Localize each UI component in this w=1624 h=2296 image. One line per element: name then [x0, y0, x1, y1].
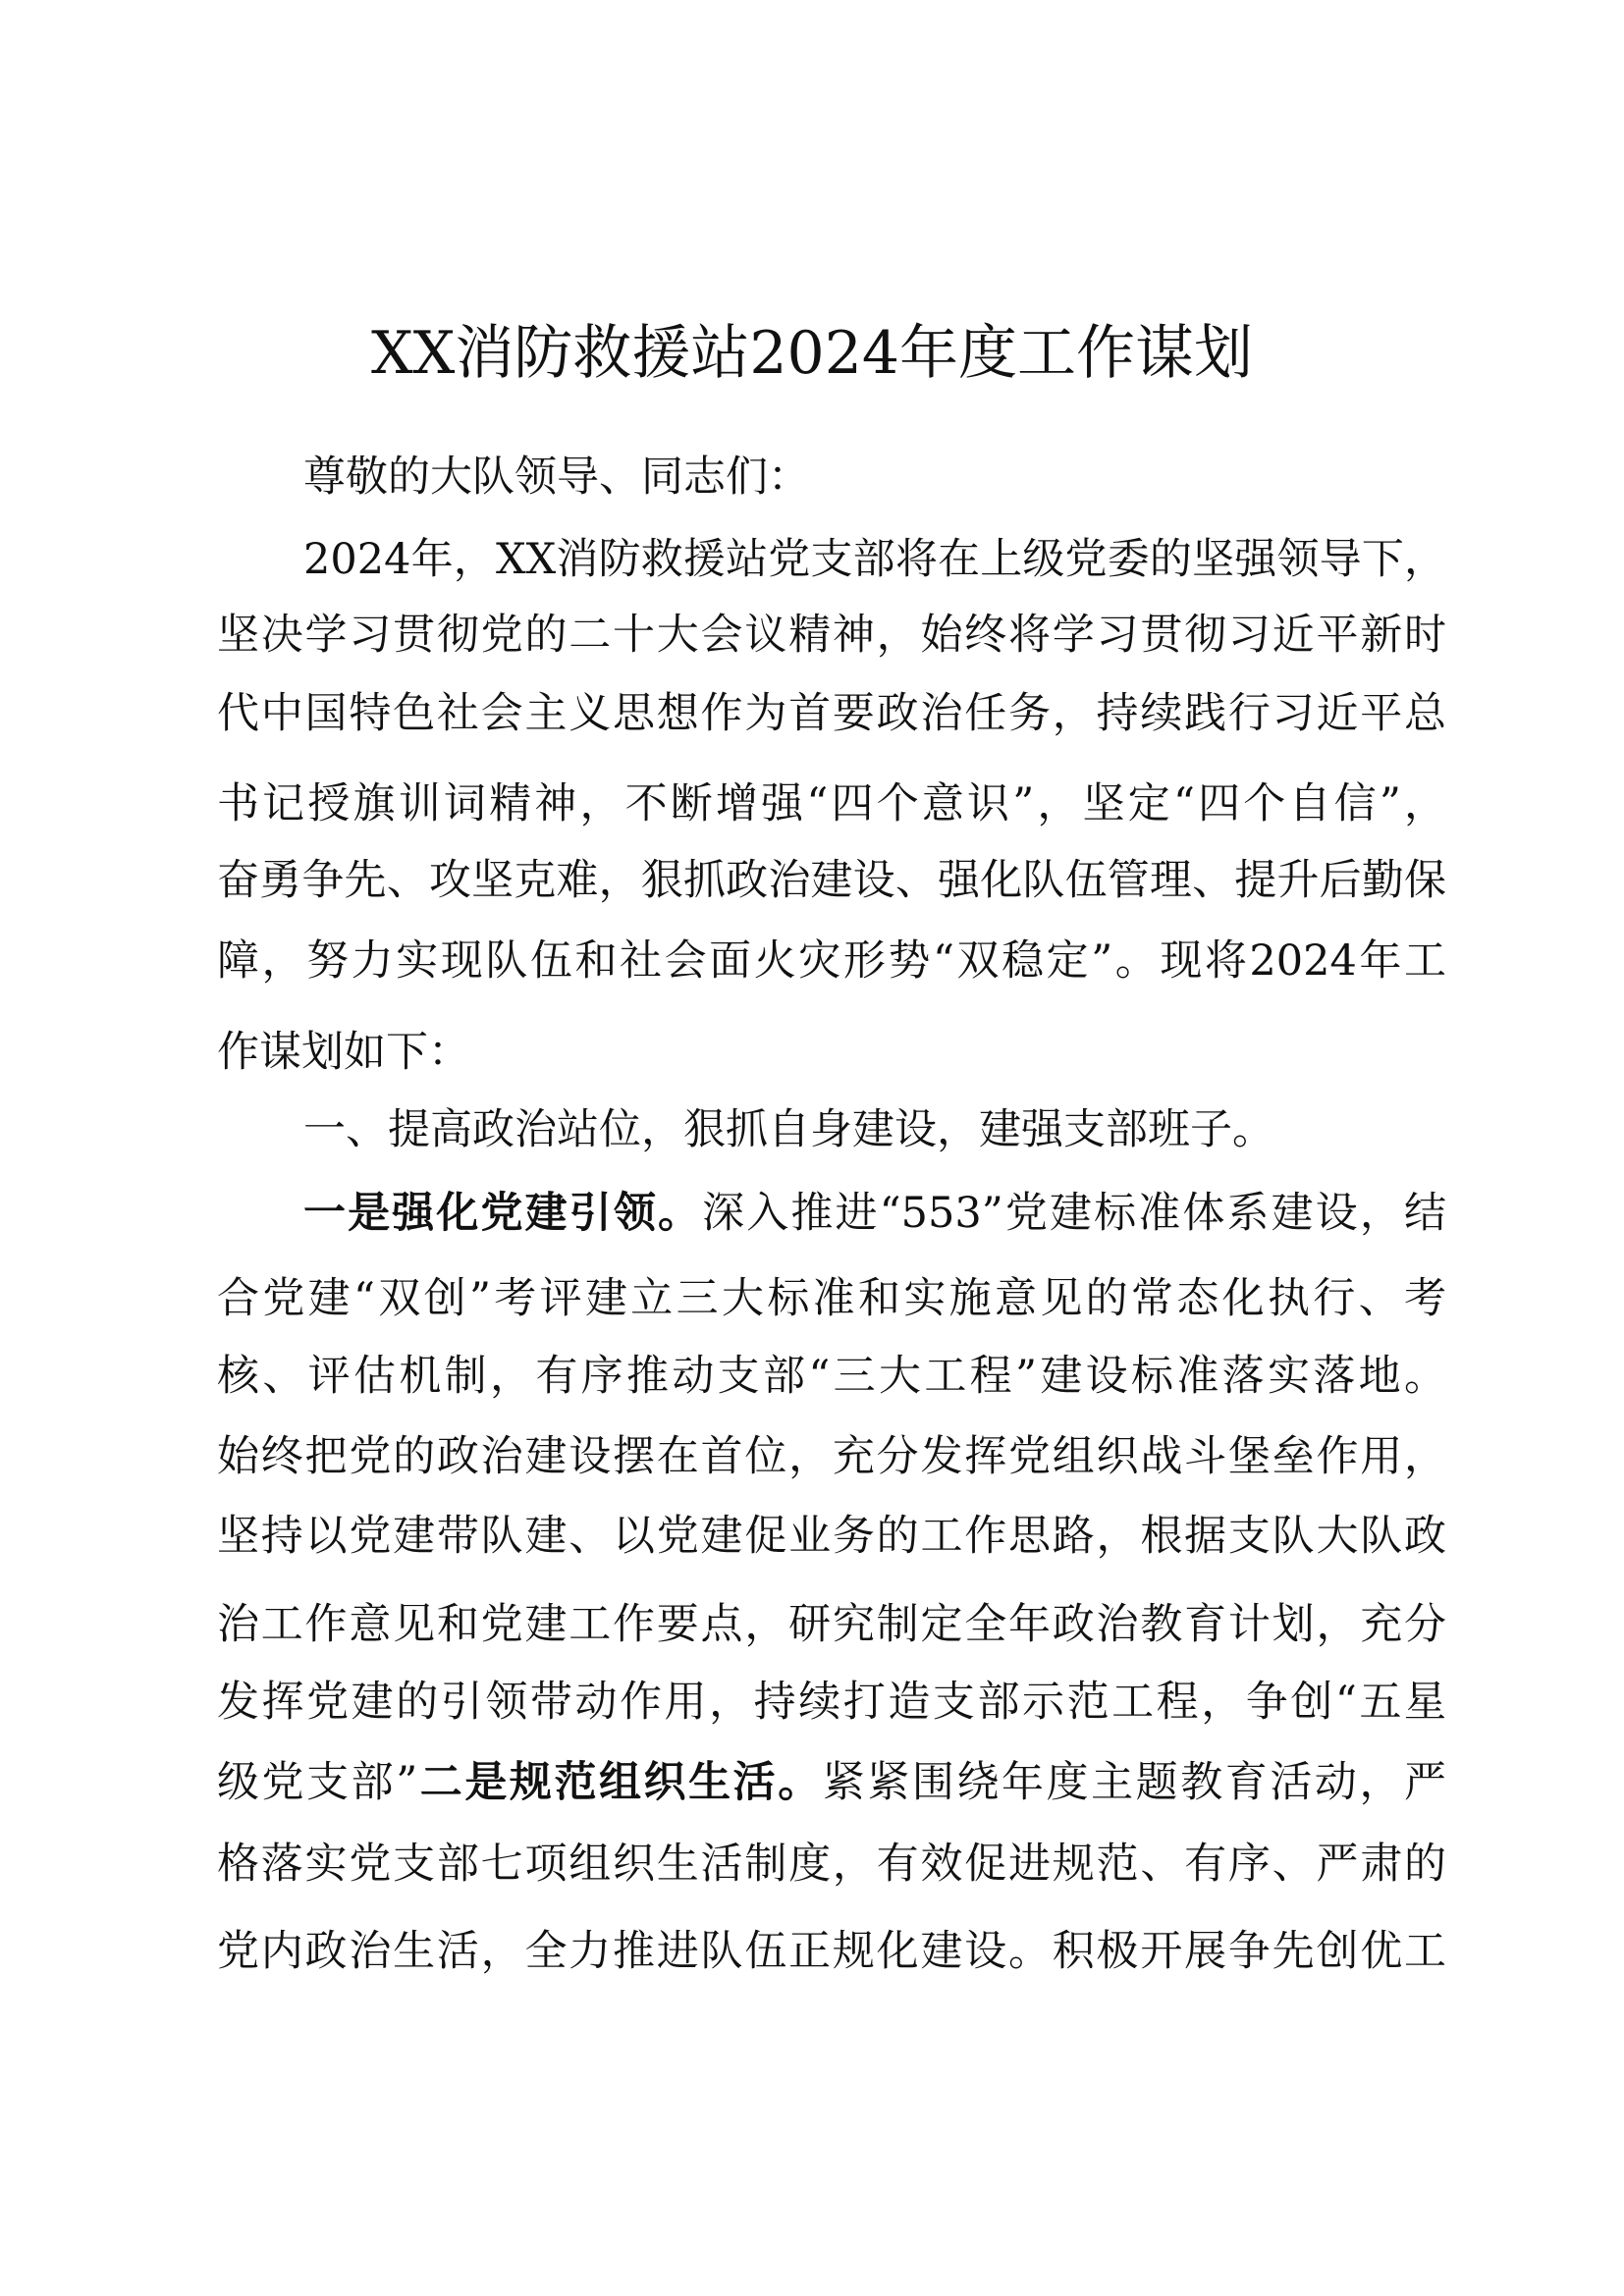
paragraph-line — [217, 1427, 1446, 1486]
paragraph-line — [217, 1595, 1446, 1654]
paragraph-line — [303, 448, 1446, 507]
line-text: 奋勇争先、攻坚克难，狠抓政治建设、强化队伍管理、提升后勤保 — [217, 856, 1446, 905]
bold-lead-text: 二是规范组织生活。 — [417, 1758, 823, 1807]
line-text: 始终把党的政治建设摆在首位，充分发挥党组织战斗堡垒作用， — [217, 1432, 1446, 1481]
line-text: 代中国特色社会主义思想作为首要政治任务，持续践行习近平总 — [217, 689, 1446, 738]
line-text: 党内政治生活，全力推进队伍正规化建设。积极开展争先创优工 — [217, 1927, 1446, 1976]
line-text: 坚持以党建带队建、以党建促业务的工作思路，根据支队大队政 — [217, 1512, 1446, 1561]
paragraph-line — [217, 1507, 1446, 1566]
paragraph-line — [217, 1347, 1446, 1406]
line-text: 紧紧围绕年度主题教育活动，严 — [822, 1758, 1447, 1807]
paragraph-line — [303, 1184, 1446, 1243]
line-text: 核、评估机制，有序推动支部“三大工程”建设标准落实落地。 — [217, 1352, 1446, 1401]
line-text: 级党支部” — [217, 1758, 418, 1807]
paragraph-line — [217, 684, 1446, 743]
paragraph-line — [217, 1673, 1446, 1732]
paragraph-line — [217, 1922, 1446, 1981]
paragraph-line — [217, 1753, 1446, 1812]
section-heading — [303, 1100, 1446, 1159]
line-text: 一、提高政治站位，狠抓自身建设，建强支部班子。 — [303, 1105, 1274, 1154]
line-text: 深入推进“553”党建标准体系建设，结 — [702, 1189, 1446, 1238]
document-title: XX消防救援站2024年度工作谋划 — [370, 319, 1254, 388]
line-text: 2024年，XX消防救援站党支部将在上级党委的坚强领导下， — [303, 535, 1446, 584]
paragraph-line — [217, 1835, 1446, 1894]
line-text: 尊敬的大队领导、同志们： — [303, 453, 810, 502]
line-text: 格落实党支部七项组织生活制度，有效促进规范、有序、严肃的 — [217, 1840, 1446, 1889]
paragraph-line — [217, 851, 1446, 910]
paragraph-line — [217, 932, 1446, 990]
line-text: 书记授旗训词精神，不断增强“四个意识”，坚定“四个自信”， — [217, 779, 1446, 828]
line-text: 障，努力实现队伍和社会面火灾形势“双稳定”。现将2024年工 — [217, 936, 1446, 986]
paragraph-line — [217, 606, 1446, 665]
bold-lead-text: 一是强化党建引领。 — [303, 1189, 703, 1238]
line-text: 作谋划如下： — [217, 1028, 470, 1077]
paragraph-line — [217, 1269, 1446, 1328]
paragraph-line — [217, 774, 1446, 833]
line-text: 坚决学习贯彻党的二十大会议精神，始终将学习贯彻习近平新时 — [217, 611, 1446, 660]
line-text: 发挥党建的引领带动作用，持续打造支部示范工程，争创“五星 — [217, 1678, 1446, 1727]
paragraph-line — [303, 530, 1446, 589]
paragraph-line — [217, 1023, 1446, 1082]
line-text: 合党建“双创”考评建立三大标准和实施意见的常态化执行、考 — [217, 1274, 1446, 1323]
line-text: 治工作意见和党建工作要点，研究制定全年政治教育计划，充分 — [217, 1600, 1446, 1649]
